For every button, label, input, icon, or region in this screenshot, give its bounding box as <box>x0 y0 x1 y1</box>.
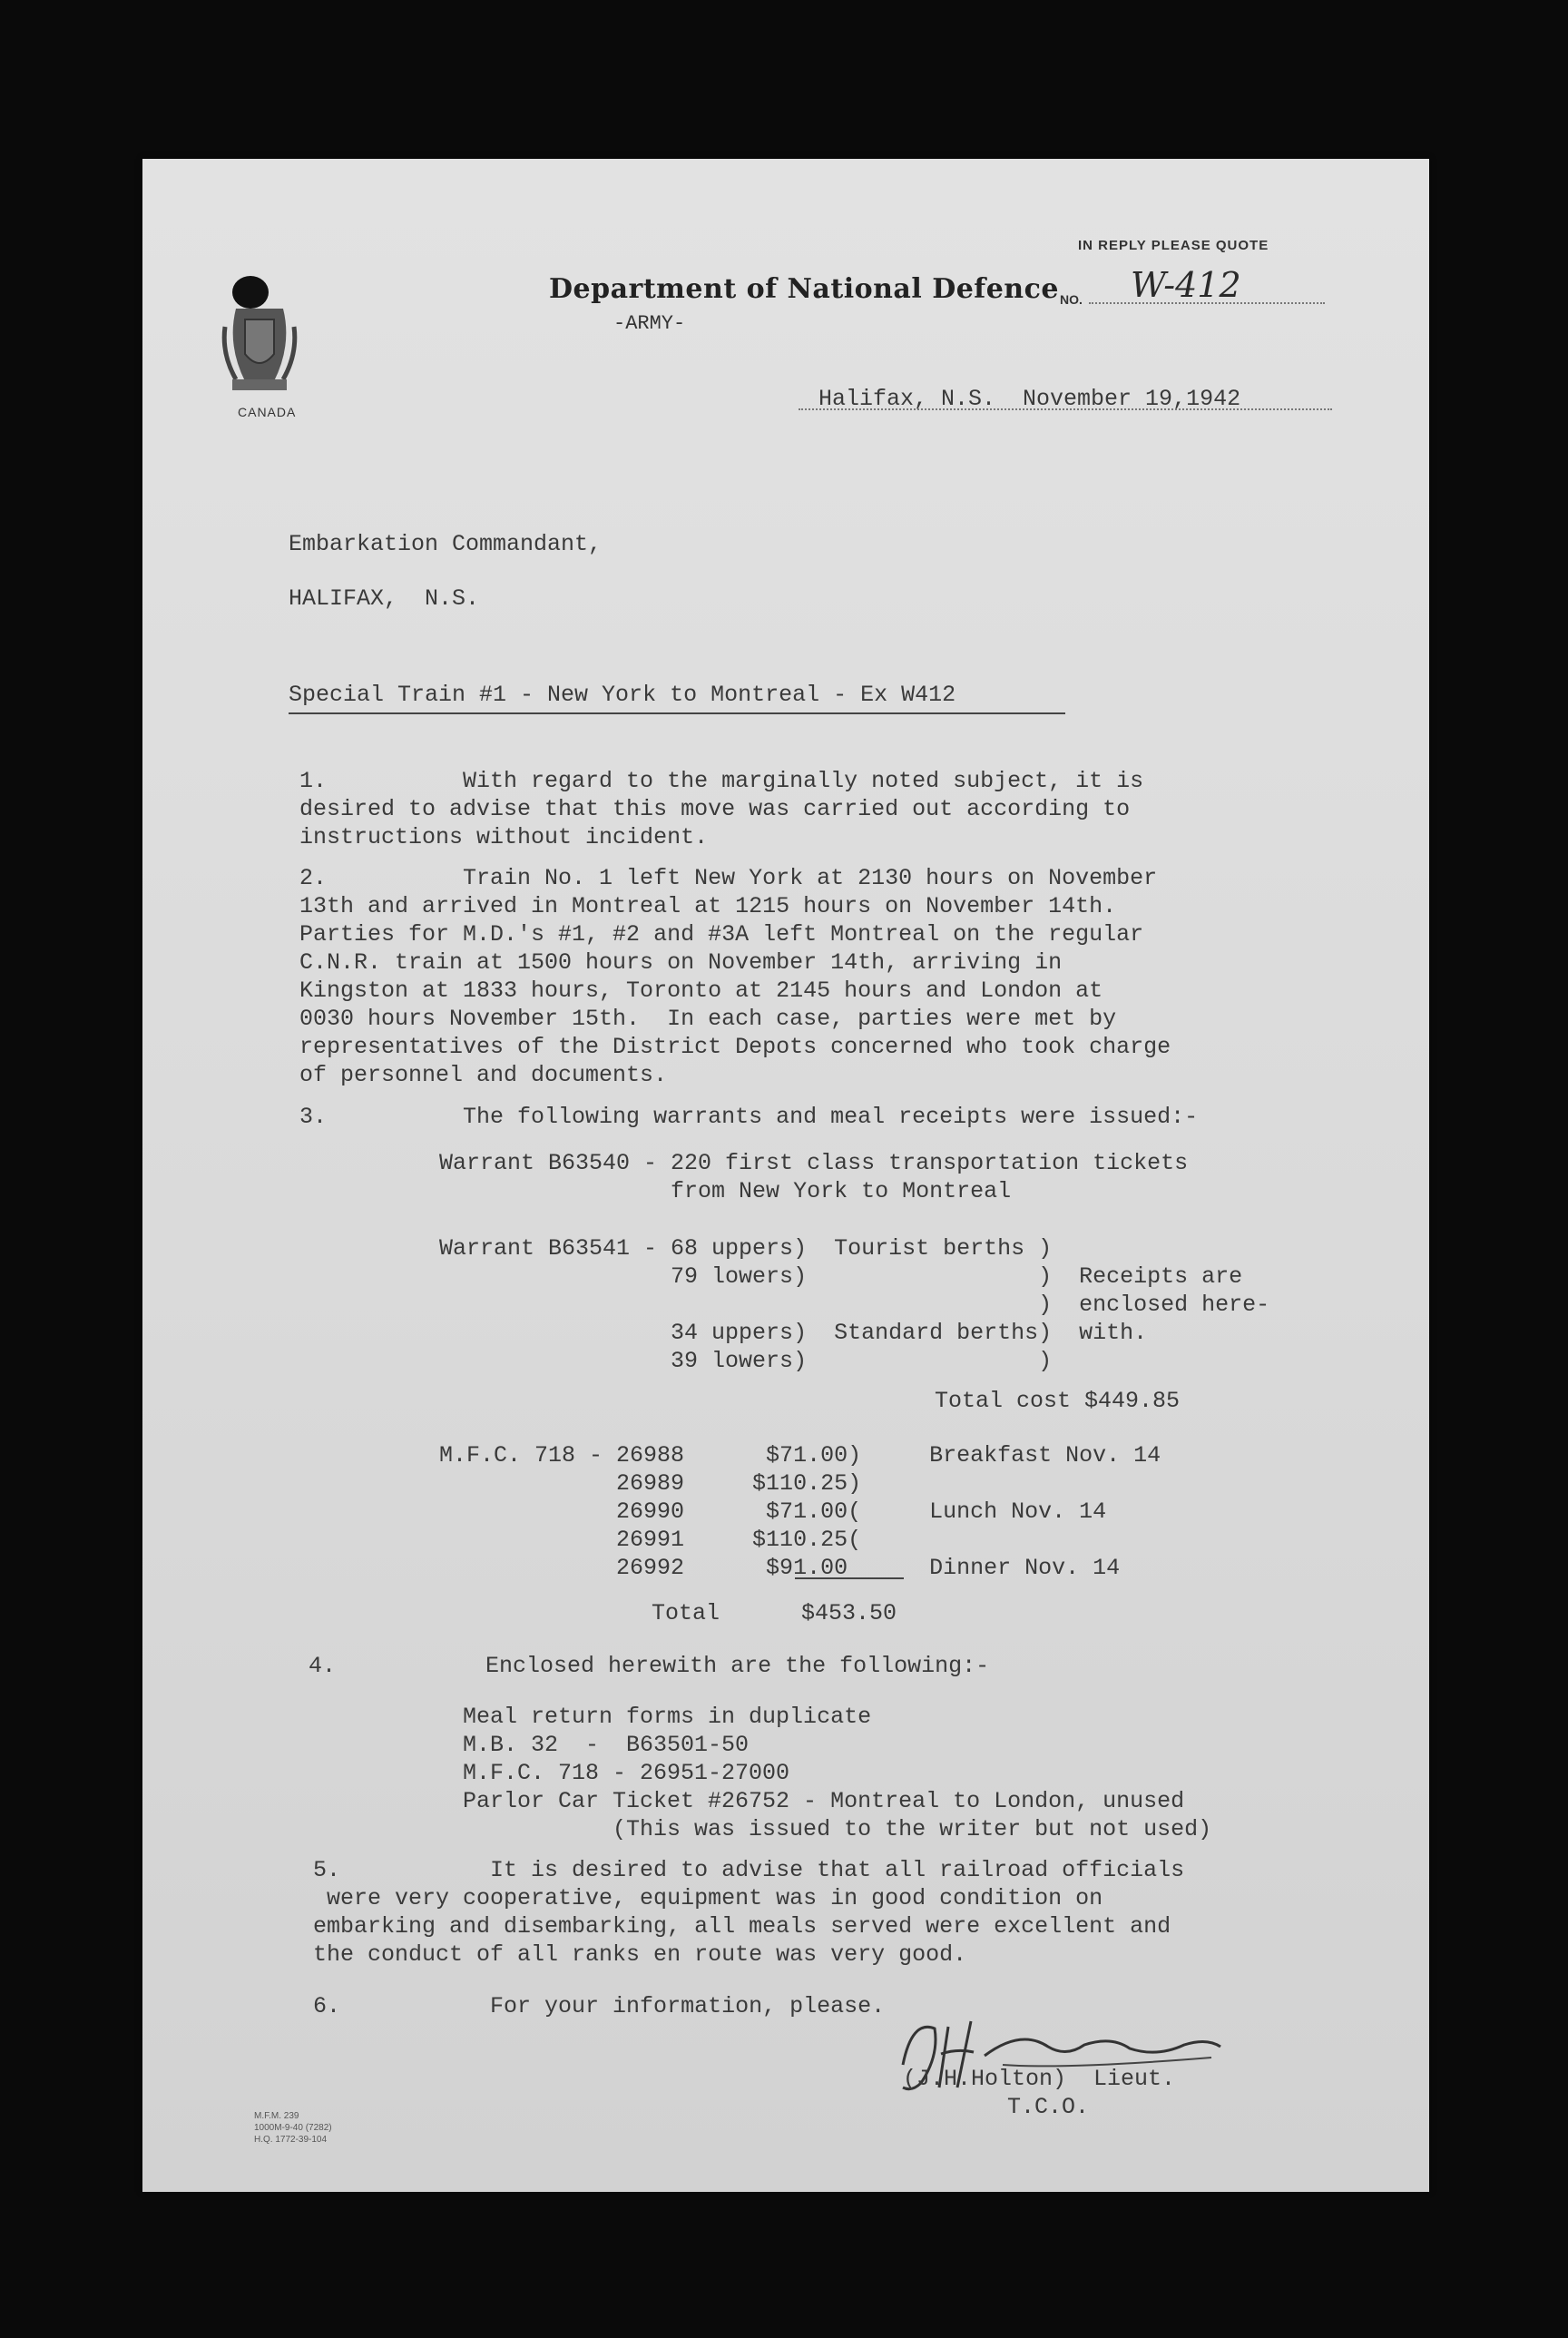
paragraph-line: 1. With regard to the marginally noted subject, it is <box>299 768 1144 794</box>
recipient-title: Embarkation Commandant, <box>289 531 603 557</box>
receipt-line: 26991 $110.25( <box>439 1527 862 1553</box>
canada-coat-of-arms-icon <box>218 272 301 399</box>
paragraph-4-intro: 4. Enclosed herewith are the following:- <box>309 1653 990 1679</box>
warrant-line: 39 lowers) ) <box>439 1348 1053 1374</box>
paragraph-line: 2. Train No. 1 left New York at 2130 hours on November <box>299 865 1158 891</box>
enclosure-item: Parlor Car Ticket #26752 - Montreal to London, unused <box>463 1788 1185 1814</box>
paragraph-line: C.N.R. train at 1500 hours on November 14th, arriving in <box>299 949 1063 976</box>
warrant-line: Warrant B63540 - 220 first class transportation tickets <box>439 1150 1189 1176</box>
paragraph-line: 13th and arrived in Montreal at 1215 hours on November 14th. <box>299 893 1117 919</box>
enclosure-item: M.F.C. 718 - 26951-27000 <box>463 1760 790 1786</box>
paragraph-line: 5. It is desired to advise that all railroad officials <box>313 1857 1185 1883</box>
signatory-name: (J.H.Holton) Lieut. <box>903 2066 1176 2092</box>
paragraph-line: representatives of the District Depots concerned who took charge <box>299 1034 1171 1060</box>
paragraph-line: were very cooperative, equipment was in good condition on <box>313 1885 1103 1911</box>
receipts-total: Total $453.50 <box>652 1600 897 1626</box>
paragraph-line: instructions without incident. <box>299 824 709 850</box>
branch-label: -ARMY- <box>613 312 686 335</box>
enclosure-item: (This was issued to the writer but not used) <box>463 1816 1212 1842</box>
paragraph-line: Kingston at 1833 hours, Toronto at 2145 hours and London at <box>299 977 1103 1004</box>
receipt-line: 26990 $71.00( Lunch Nov. 14 <box>439 1498 1107 1525</box>
form-code-line: H.Q. 1772-39-104 <box>254 2135 328 2145</box>
reference-dotted-line <box>1089 302 1325 304</box>
receipt-line: M.F.C. 718 - 26988 $71.00) Breakfast Nov. 14 <box>439 1442 1161 1469</box>
form-code-line: 1000M-9-40 (7282) <box>254 2123 332 2133</box>
place-date: Halifax, N.S. November 19,1942 <box>818 386 1241 412</box>
paragraph-line: embarking and disembarking, all meals served were excellent and <box>313 1913 1171 1940</box>
paragraph-line: the conduct of all ranks en route was very good. <box>313 1941 967 1968</box>
subject-line: Special Train #1 - New York to Montreal - Ex W412 <box>289 682 956 708</box>
receipt-line: 26992 $91.00 Dinner Nov. 14 <box>439 1555 1121 1581</box>
enclosure-item: Meal return forms in duplicate <box>463 1704 872 1730</box>
department-title: Department of National Defence <box>549 273 1059 305</box>
warrant-line: ) enclosed here- <box>439 1292 1270 1318</box>
reference-no-label: NO. <box>1060 292 1083 307</box>
signatory-title: T.C.O. <box>1007 2094 1090 2120</box>
receipt-line: 26989 $110.25) <box>439 1470 862 1497</box>
paragraph-line: of personnel and documents. <box>299 1062 668 1088</box>
subject-underline <box>289 712 1065 714</box>
receipt-sum-underline <box>795 1577 904 1579</box>
paragraph-3-intro: 3. The following warrants and meal receipts were issued:- <box>299 1104 1199 1130</box>
reference-number: W-412 <box>1131 265 1241 305</box>
date-dotted-line <box>799 408 1332 410</box>
paragraph-line: Parties for M.D.'s #1, #2 and #3A left Montreal on the regular <box>299 921 1144 948</box>
enclosure-item: M.B. 32 - B63501-50 <box>463 1732 750 1758</box>
form-code <box>254 2110 332 2146</box>
reply-quote-label: IN REPLY PLEASE QUOTE <box>1078 238 1269 253</box>
warrant-line: 34 uppers) Standard berths) with. <box>439 1320 1148 1346</box>
warrant-line: Warrant B63541 - 68 uppers) Tourist berths ) <box>439 1235 1053 1262</box>
warrant-line: 79 lowers) ) Receipts are <box>439 1263 1243 1290</box>
paragraph-6: 6. For your information, please. <box>313 1993 886 2019</box>
form-code-line: M.F.M. 239 <box>254 2111 299 2121</box>
paragraph-line: 0030 hours November 15th. In each case, parties were met by <box>299 1006 1117 1032</box>
recipient-city: HALIFAX, N.S. <box>289 585 480 612</box>
paragraph-line: desired to advise that this move was carried out according to <box>299 796 1131 822</box>
country-label: CANADA <box>238 405 297 419</box>
warrant-line: from New York to Montreal <box>439 1178 1012 1204</box>
total-cost: Total cost $449.85 <box>935 1388 1181 1414</box>
